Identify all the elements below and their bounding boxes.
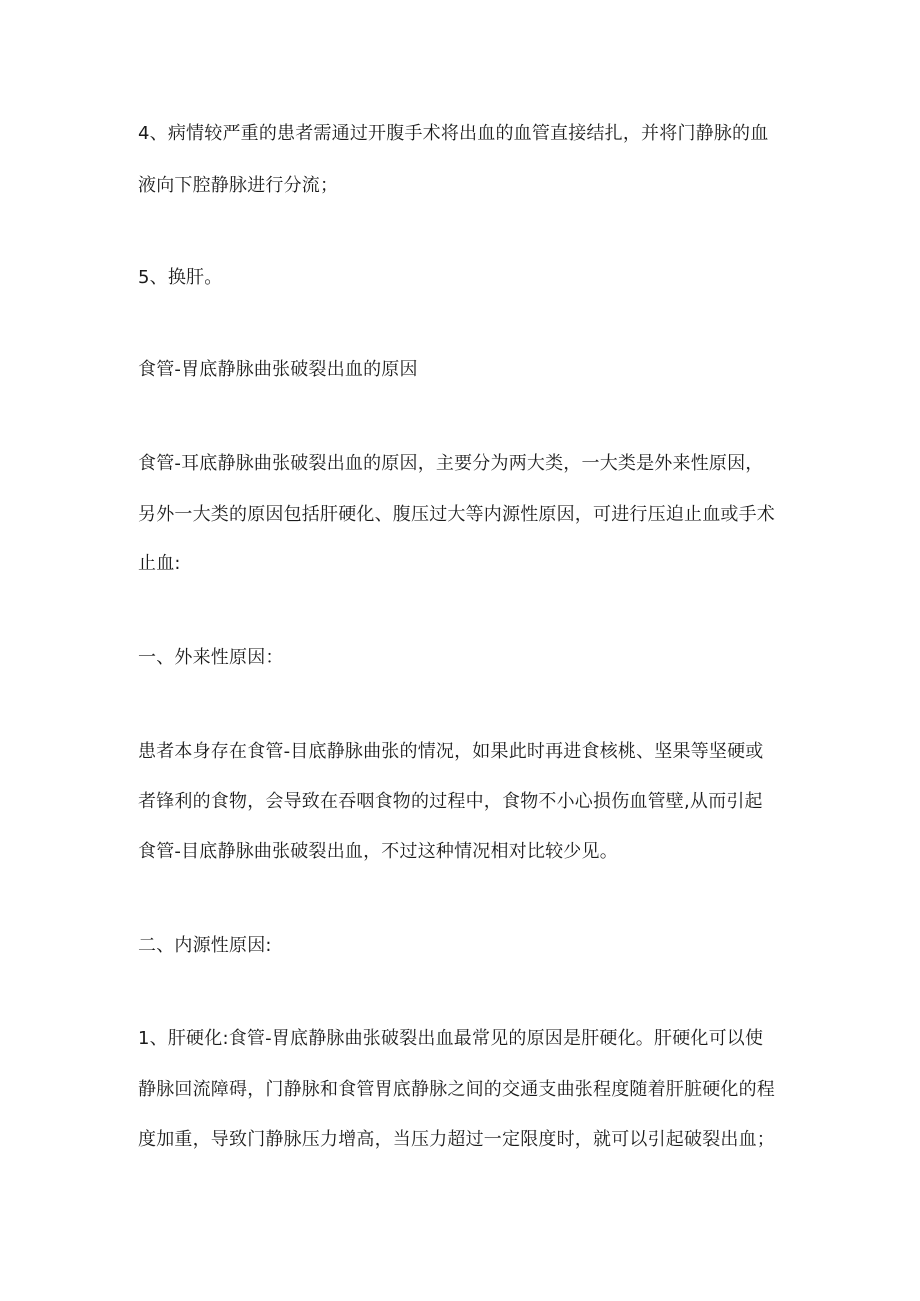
section-heading: 食管-胃底静脉曲张破裂出血的原因 [138, 359, 418, 380]
text-line: 食管-耳底静脉曲张破裂出血的原因，主要分为两大类，一大类是外来性原因， [138, 453, 764, 474]
text-line: 患者本身存在食管-目底静脉曲张的情况，如果此时再进食核桃、坚果等坚硬或 [138, 741, 764, 762]
text-line: 5、换肝。 [138, 267, 223, 288]
text-line: 静脉回流障碍，门静脉和食管胃底静脉之间的交通支曲张程度随着肝脏硬化的程 [138, 1079, 775, 1100]
section-heading: 一、外来性原因： [138, 647, 284, 668]
section-heading: 二、内源性原因: [138, 935, 272, 956]
text-line: 4、病情较严重的患者需通过开腹手术将出血的血管直接结扎，并将门静脉的血 [138, 123, 769, 144]
text-line: 止血: [138, 553, 181, 574]
text-line: 者锋利的食物，会导致在吞咽食物的过程中，食物不小心损伤血管壁,从而引起 [138, 791, 763, 812]
text-line: 食管-目底静脉曲张破裂出血，不过这种情况相对比较少见。 [138, 841, 618, 862]
text-line: 1、肝硬化:食管-胃底静脉曲张破裂出血最常见的原因是肝硬化。肝硬化可以使 [138, 1028, 764, 1049]
text-line: 液向下腔静脉进行分流； [138, 175, 339, 196]
text-line: 另外一大类的原因包括肝硬化、腹压过大等内源性原因，可进行压迫止血或手术 [138, 504, 775, 525]
text-line: 度加重，导致门静脉压力增高，当压力超过一定限度时，就可以引起破裂出血； [138, 1129, 775, 1150]
